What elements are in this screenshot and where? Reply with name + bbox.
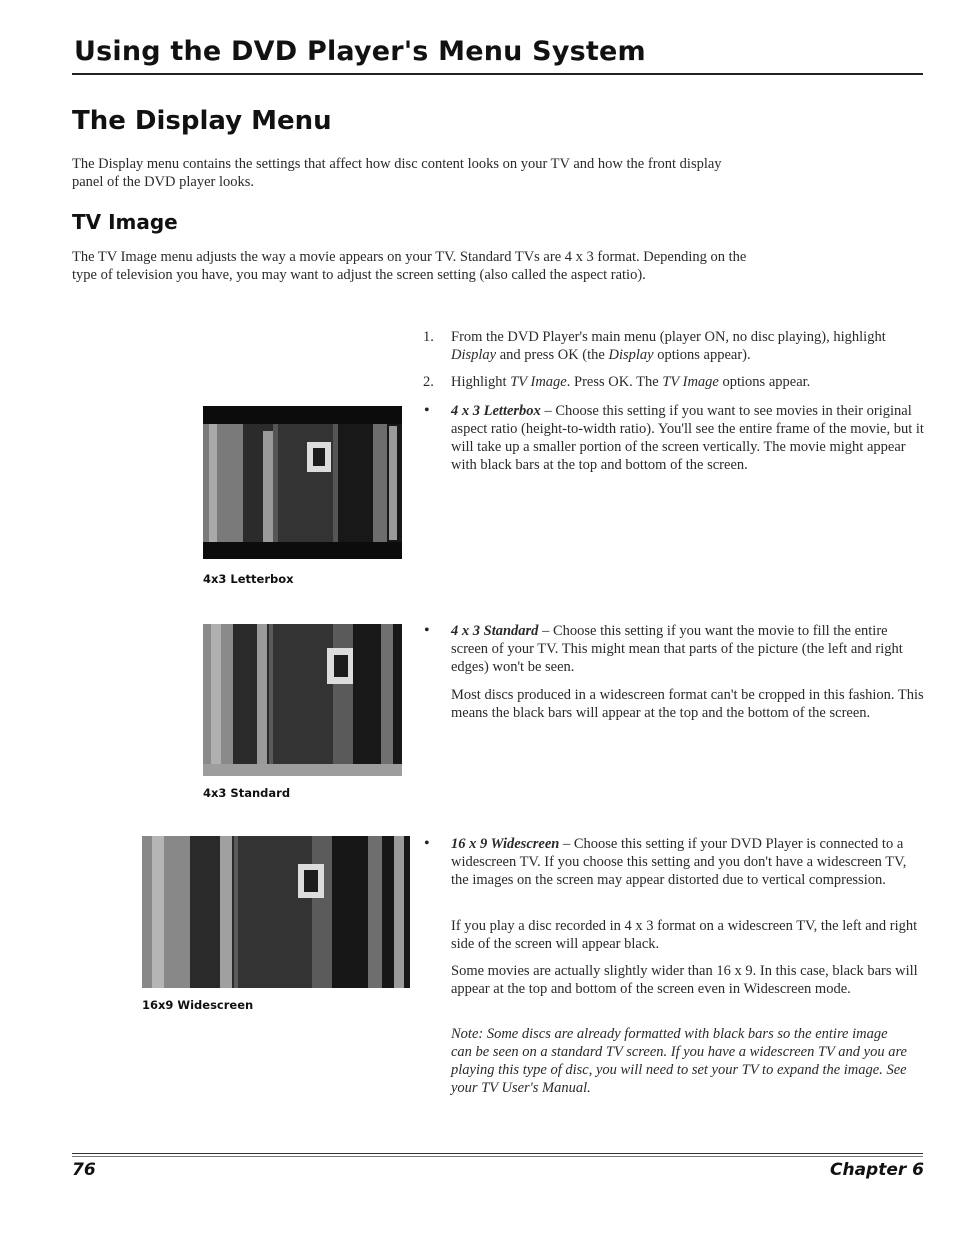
step-text: Highlight TV Image. Press OK. The TV Image options appear. <box>451 374 811 390</box>
option-widescreen-extra: Some movies are actually slightly wider than 16 x 9. In this case, black bars will appear at the top and bottom of the screen even in Widescreen mode. <box>451 963 918 997</box>
subsection-title: TV Image <box>72 210 178 234</box>
standard-image <box>203 624 402 776</box>
letterbox-image <box>203 406 402 559</box>
footer-rule <box>72 1156 923 1157</box>
bullet: • <box>424 835 430 852</box>
page-number: 76 <box>72 1160 96 1180</box>
option-letterbox-text: 4 x 3 Letterbox – Choose this setting if you want to see movies in their original aspect ratio (height-to-width ratio). You'll see the entire frame of the movie, but it will take up a smaller portion of the screen vertically. The movie might appear with black bars at the top and bottom of the screen. <box>451 403 924 473</box>
step-number: 2. <box>423 374 434 390</box>
step-text: From the DVD Player's main menu (player ON, no disc playing), highlight Display and press OK (the Display options appear). <box>451 329 886 363</box>
section-title: The Display Menu <box>72 106 332 136</box>
step-number: 1. <box>423 329 434 345</box>
subsection-intro: The TV Image menu adjusts the way a movie appears on your TV. Standard TVs are 4 x 3 format. Depending on the type of television you have, you may want to adjust the screen setting (also called the aspect ratio). <box>72 249 747 283</box>
letterbox-caption: 4x3 Letterbox <box>203 572 294 586</box>
option-standard-text: 4 x 3 Standard – Choose this setting if you want the movie to fill the entire screen of your TV. This might mean that parts of the picture (the left and right edges) won't be seen. <box>451 623 903 675</box>
note: Note: Some discs are already formatted with black bars so the entire image can be seen on a standard TV screen. If you have a widescreen TV and you are playing this type of disc, you will need to set your TV to expand the image. See your TV User's Manual. <box>451 1026 907 1096</box>
bullet: • <box>424 622 430 639</box>
running-header: Using the DVD Player's Menu System <box>74 36 646 67</box>
widescreen-image <box>142 836 410 988</box>
standard-caption: 4x3 Standard <box>203 786 291 800</box>
bullet: • <box>424 402 430 419</box>
option-widescreen-text: 16 x 9 Widescreen – Choose this setting if your DVD Player is connected to a widescreen TV. If you choose this setting and you don't have a widescreen TV, the images on the screen may appear distorted due to vertical compression. <box>451 836 907 888</box>
option-widescreen-extra: If you play a disc recorded in 4 x 3 format on a widescreen TV, the left and right side of the screen will appear black. <box>451 918 918 952</box>
footer-rule <box>72 1153 923 1154</box>
widescreen-caption: 16x9 Widescreen <box>142 998 254 1012</box>
header-rule <box>72 73 923 75</box>
section-intro: The Display menu contains the settings that affect how disc content looks on your TV and how the front display panel of the DVD player looks. <box>72 156 722 190</box>
chapter-label: Chapter 6 <box>830 1160 925 1180</box>
option-standard-extra: Most discs produced in a widescreen format can't be cropped in this fashion. This means the black bars will appear at the top and the bottom of the screen. <box>451 687 924 721</box>
